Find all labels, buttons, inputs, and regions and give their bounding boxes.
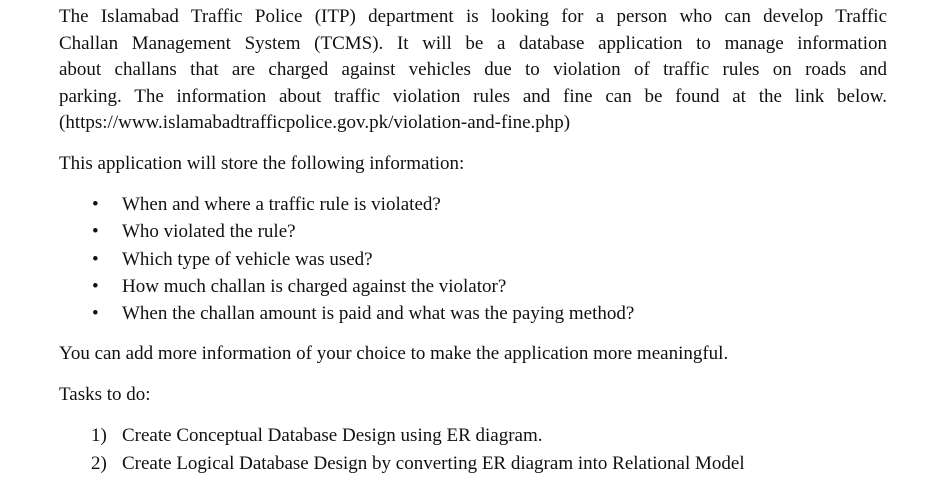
bullet-icon: • xyxy=(92,194,99,215)
bullet-icon: • xyxy=(92,221,99,243)
list-item xyxy=(59,191,887,218)
intro-paragraph xyxy=(59,4,887,137)
bullet-icon: • xyxy=(92,303,99,325)
task-item xyxy=(59,450,887,477)
bullet-icon: • xyxy=(92,275,99,297)
list-item xyxy=(59,300,887,327)
intro-line: about challans that are charged against vehicles due to violation of traffic rules on roads and xyxy=(59,59,887,80)
information-list xyxy=(59,191,887,327)
bullet-icon: • xyxy=(92,248,99,270)
task-number: 1) xyxy=(91,425,107,447)
list-item xyxy=(59,273,887,300)
intro-line: parking. The information about traffic violation rules and fine can be found at the link below. xyxy=(59,85,887,107)
stores-heading: This application will store the following information: xyxy=(59,152,465,174)
intro-line: Challan Management System (TCMS). It will be a database application to manage information xyxy=(59,32,887,54)
task-number: 2) xyxy=(91,452,107,474)
task-text: Create Conceptual Database Design using ER diagram. xyxy=(122,425,543,447)
list-item-text: Who violated the rule? xyxy=(122,221,296,243)
list-item xyxy=(59,246,887,273)
document-page xyxy=(59,4,887,477)
reference-url: (https://www.islamabadtrafficpolice.gov.pk/violation-and-fine.php) xyxy=(59,112,571,133)
intro-line: The Islamabad Traffic Police (ITP) department is looking for a person who can develop Traffic xyxy=(59,6,887,27)
tasks-heading: Tasks to do: xyxy=(59,383,151,405)
list-item-text: When and where a traffic rule is violated? xyxy=(122,194,441,215)
more-info-paragraph: You can add more information of your choice to make the application more meaningful. xyxy=(59,343,729,365)
list-item-text: How much challan is charged against the violator? xyxy=(122,275,507,297)
list-item-text: Which type of vehicle was used? xyxy=(122,248,373,270)
list-item-text: When the challan amount is paid and what was the paying method? xyxy=(122,303,635,325)
task-item xyxy=(59,422,887,449)
tasks-list xyxy=(59,422,887,477)
list-item xyxy=(59,218,887,245)
task-text: Create Logical Database Design by converting ER diagram into Relational Model xyxy=(122,452,745,474)
